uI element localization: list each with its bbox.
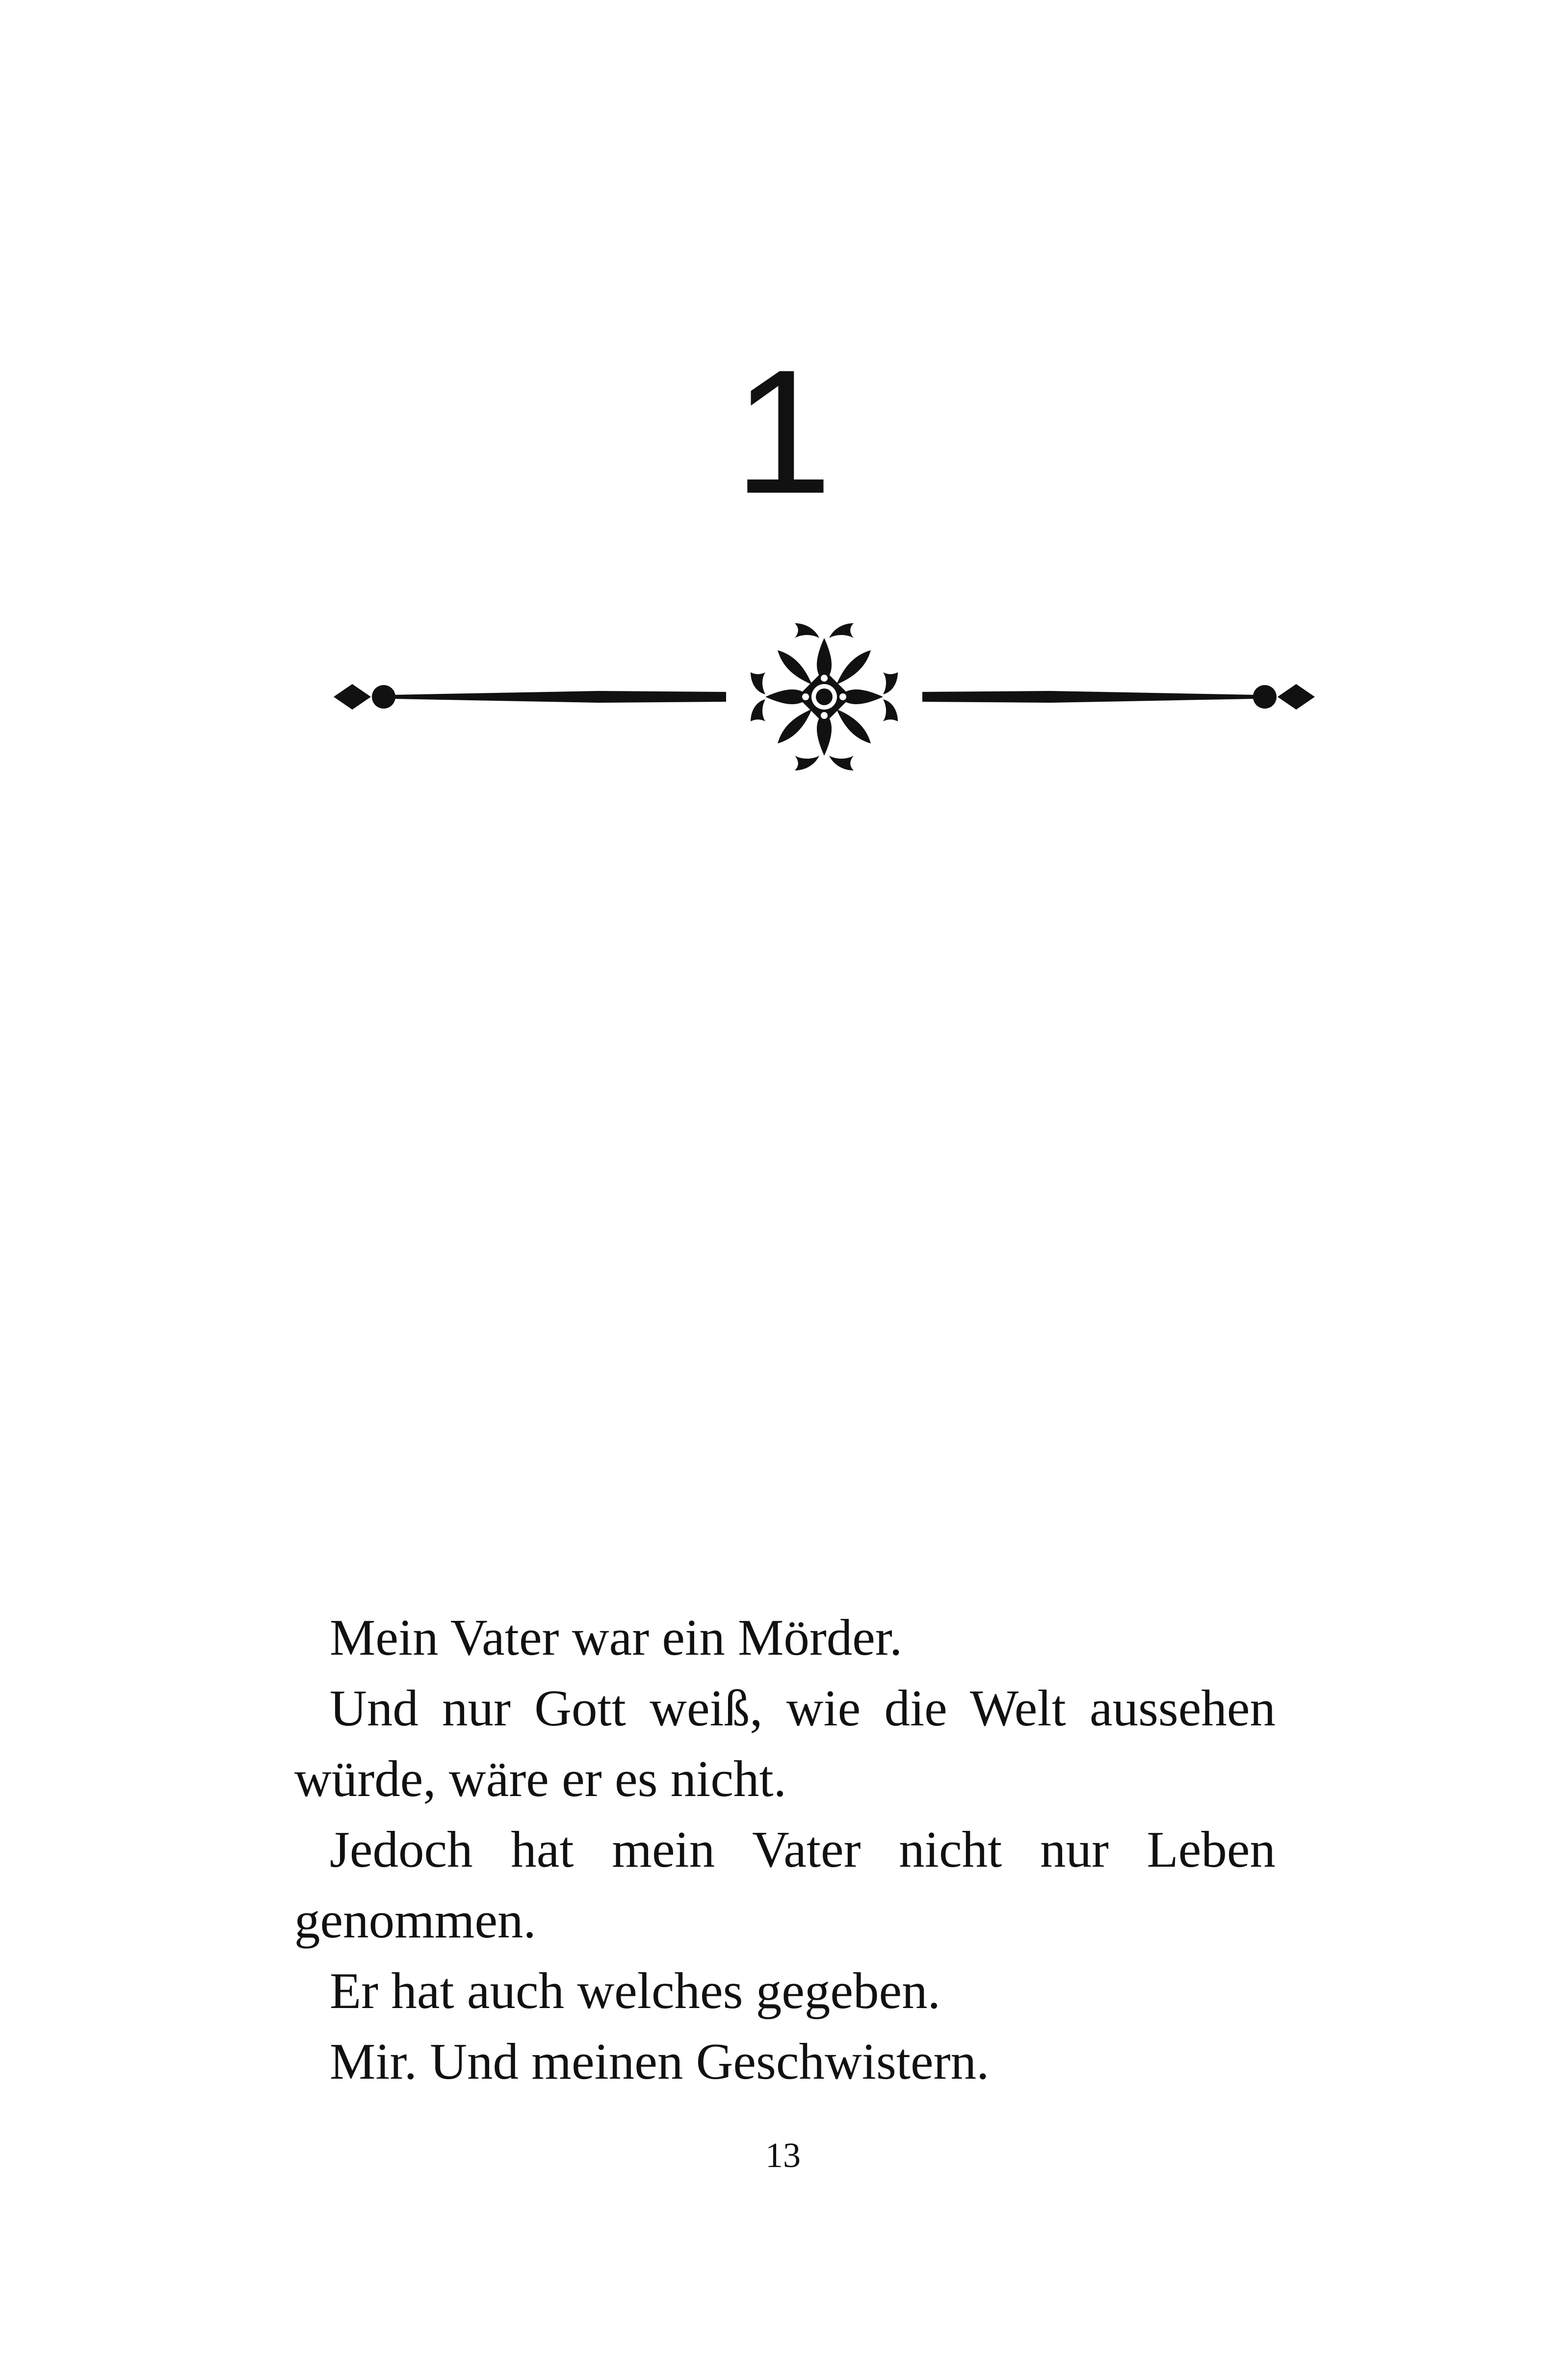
paragraph: Mein Vater war ein Mörder. — [330, 1609, 903, 1666]
paragraph: Jedoch hat mein Vater nicht nur Leben genommen. — [294, 1821, 1276, 1949]
paragraph: Er hat auch welches gegeben. — [330, 1962, 940, 2019]
page-number: 13 — [765, 2136, 801, 2175]
flourish-divider-icon — [324, 613, 1325, 780]
body-text — [294, 1602, 1276, 2097]
paragraph: Mir. Und meinen Geschwistern. — [330, 2033, 990, 2090]
chapter-number: 1 — [733, 333, 833, 530]
paragraph: Und nur Gott weiß, wie die Welt aussehen würde, wäre er es nicht. — [294, 1679, 1276, 1807]
